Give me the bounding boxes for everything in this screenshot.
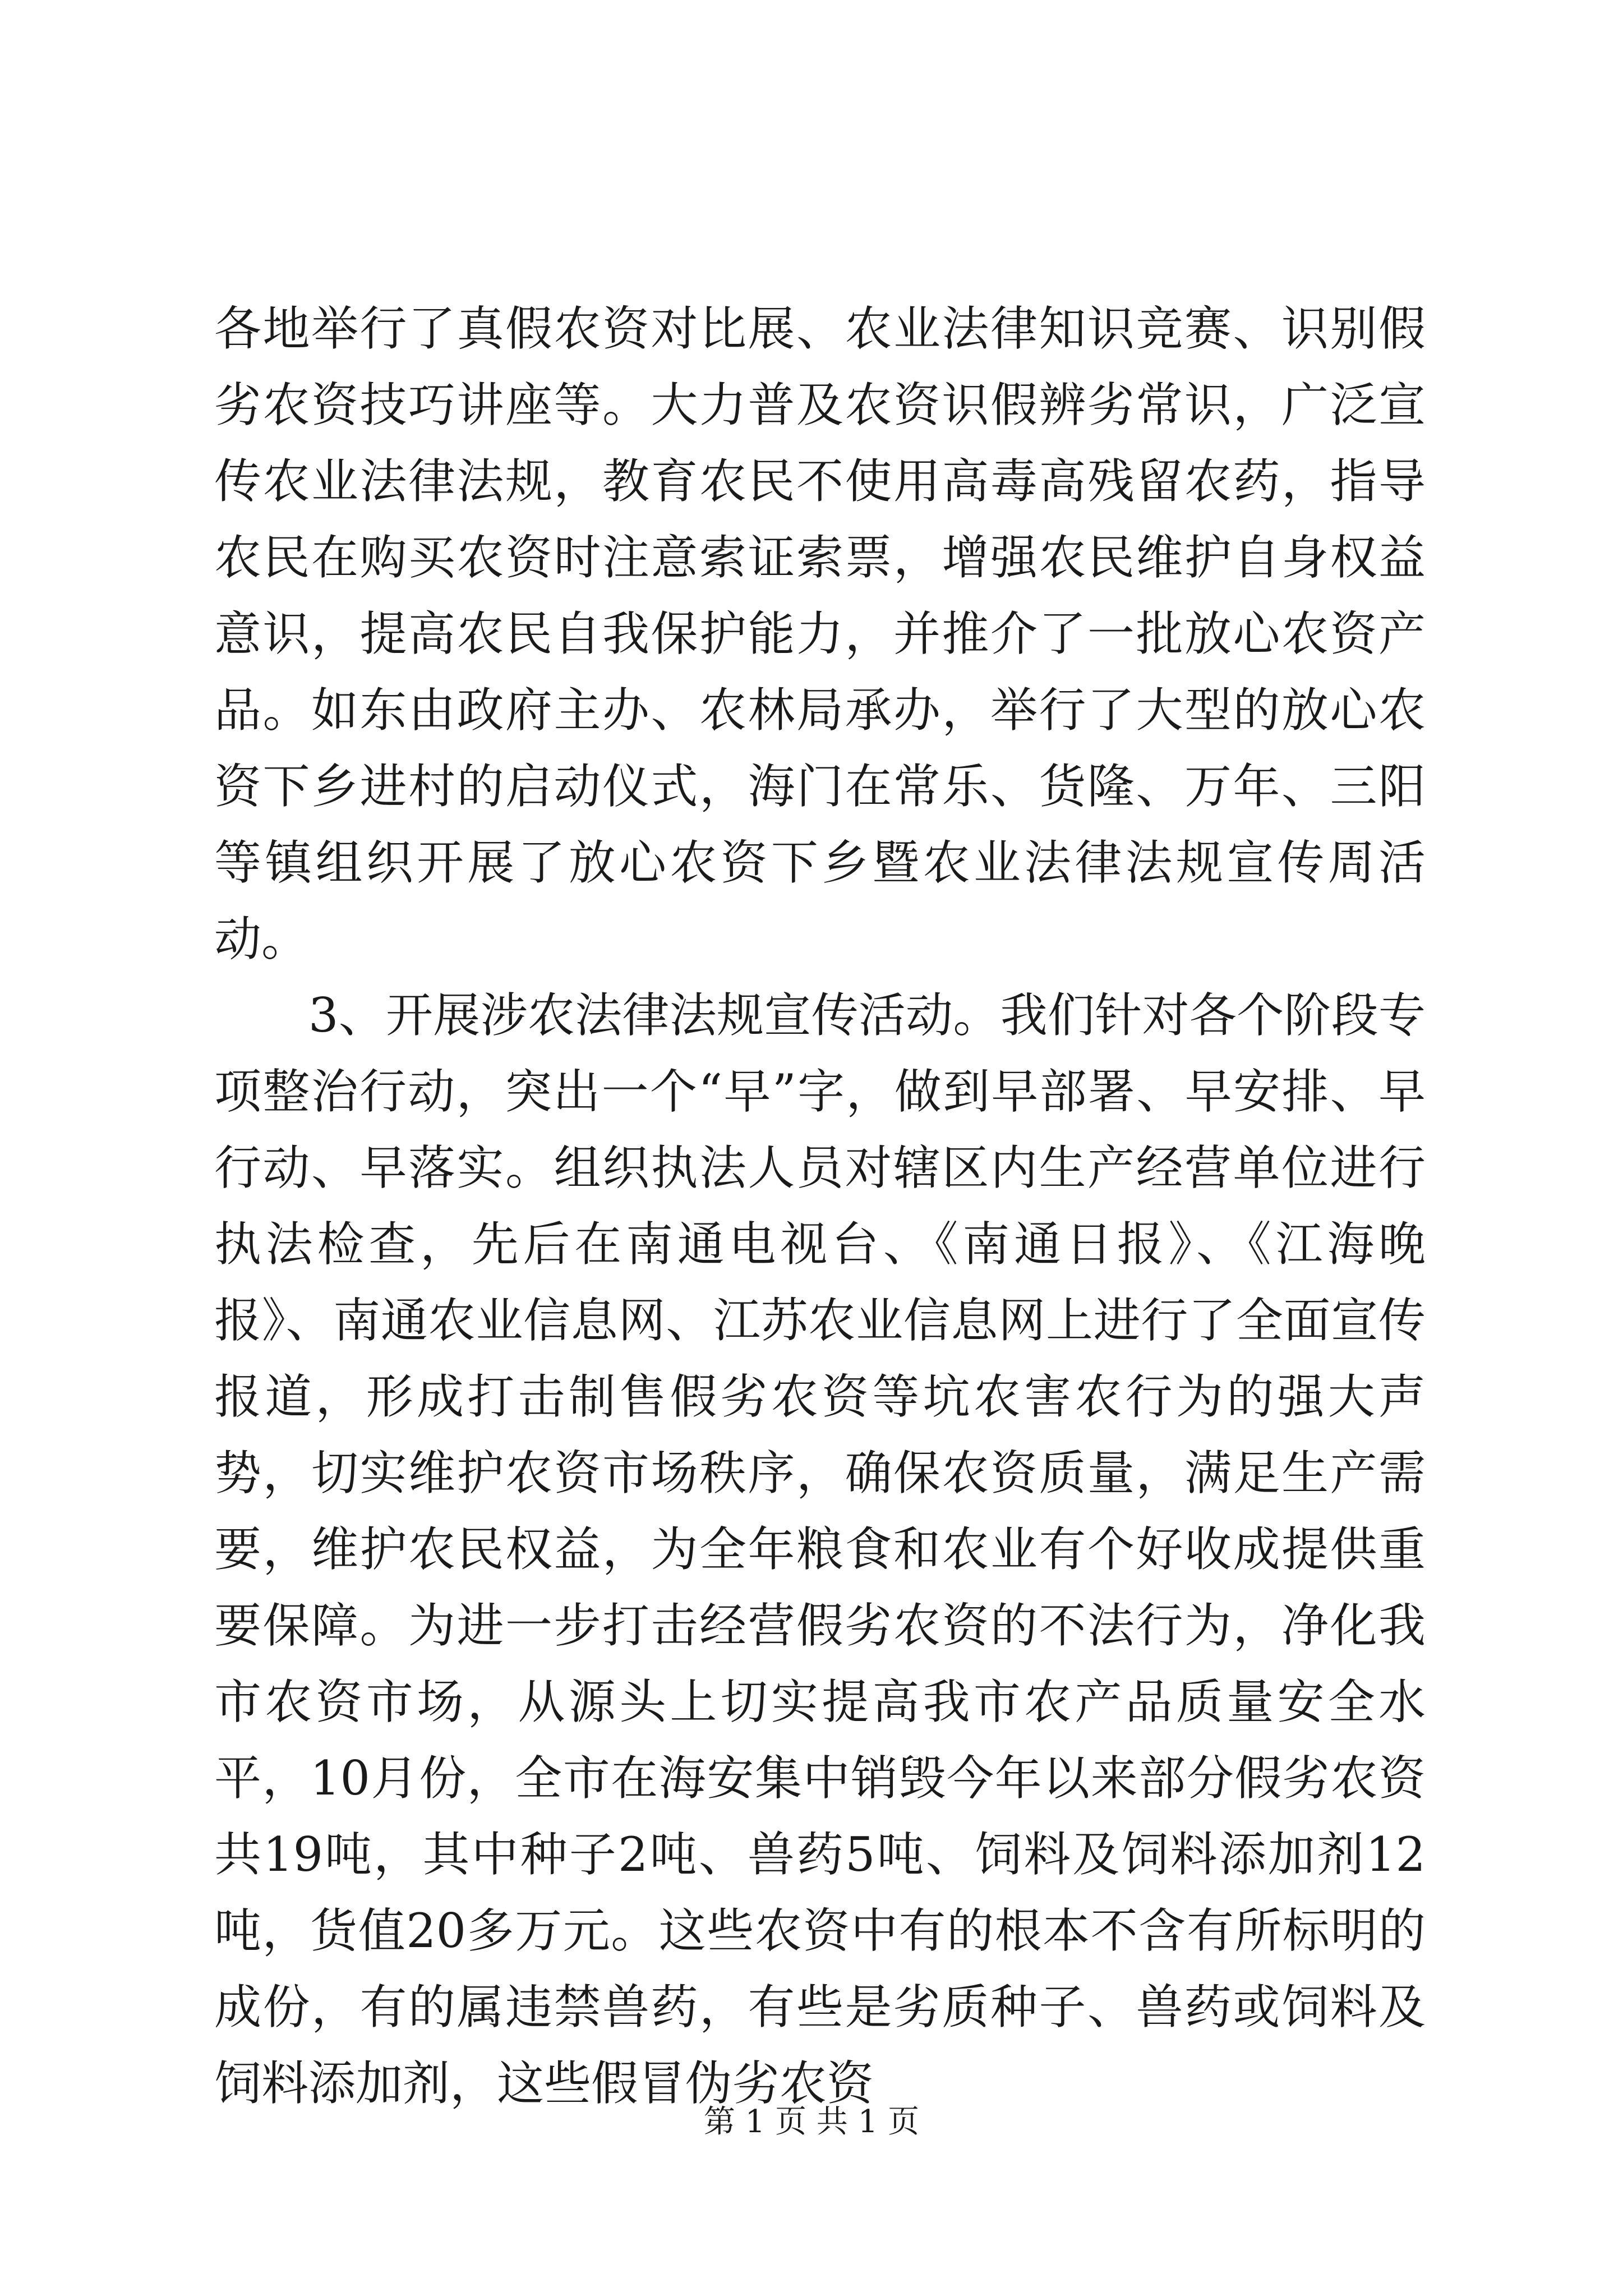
document-body bbox=[214, 291, 1426, 2122]
paragraph-section-3: 3、开展涉农法律法规宣传活动。我们针对各个阶段专项整治行动，突出一个“早”字，做到早部署、早安排、早行动、早落实。组织执法人员对辖区内生产经营单位进行执法检查，先后在南通电视台、《南通日报》、《江海晚报》、南通农业信息网、江苏农业信息网上进行了全面宣传报道，形成打击制售假劣农资等坑农害农行为的强大声势，切实维护农资市场秩序，确保农资质量，满足生产需要，维护农民权益，为全年粮食和农业有个好收成提供重要保障。为进一步打击经营假劣农资的不法行为，净化我市农资市场，从源头上切实提高我市农产品质量安全水平，10月份，全市在海安集中销毁今年以来部分假劣农资共19吨，其中种子2吨、兽药5吨、饲料及饲料添加剂12吨，货值20多万元。这些农资中有的根本不含有所标明的成份，有的属违禁兽药，有些是劣质种子、兽药或饲料及饲料添加剂，这些假冒伪劣农资 bbox=[214, 988, 1426, 2111]
paragraph-continuation: 各地举行了真假农资对比展、农业法律知识竞赛、识别假劣农资技巧讲座等。大力普及农资识假辨劣常识，广泛宣传农业法律法规，教育农民不使用高毒高残留农药，指导农民在购买农资时注意索证索票，增强农民维护自身权益意识，提高农民自我保护能力，并推介了一批放心农资产品。如东由政府主办、农林局承办，举行了大型的放心农资下乡进村的启动仪式，海门在常乐、货隆、万年、三阳等镇组织开展了放心农资下乡暨农业法律法规宣传周活动。 bbox=[214, 301, 1426, 967]
page-footer: 第 1 页 共 1 页 bbox=[703, 2104, 920, 2140]
